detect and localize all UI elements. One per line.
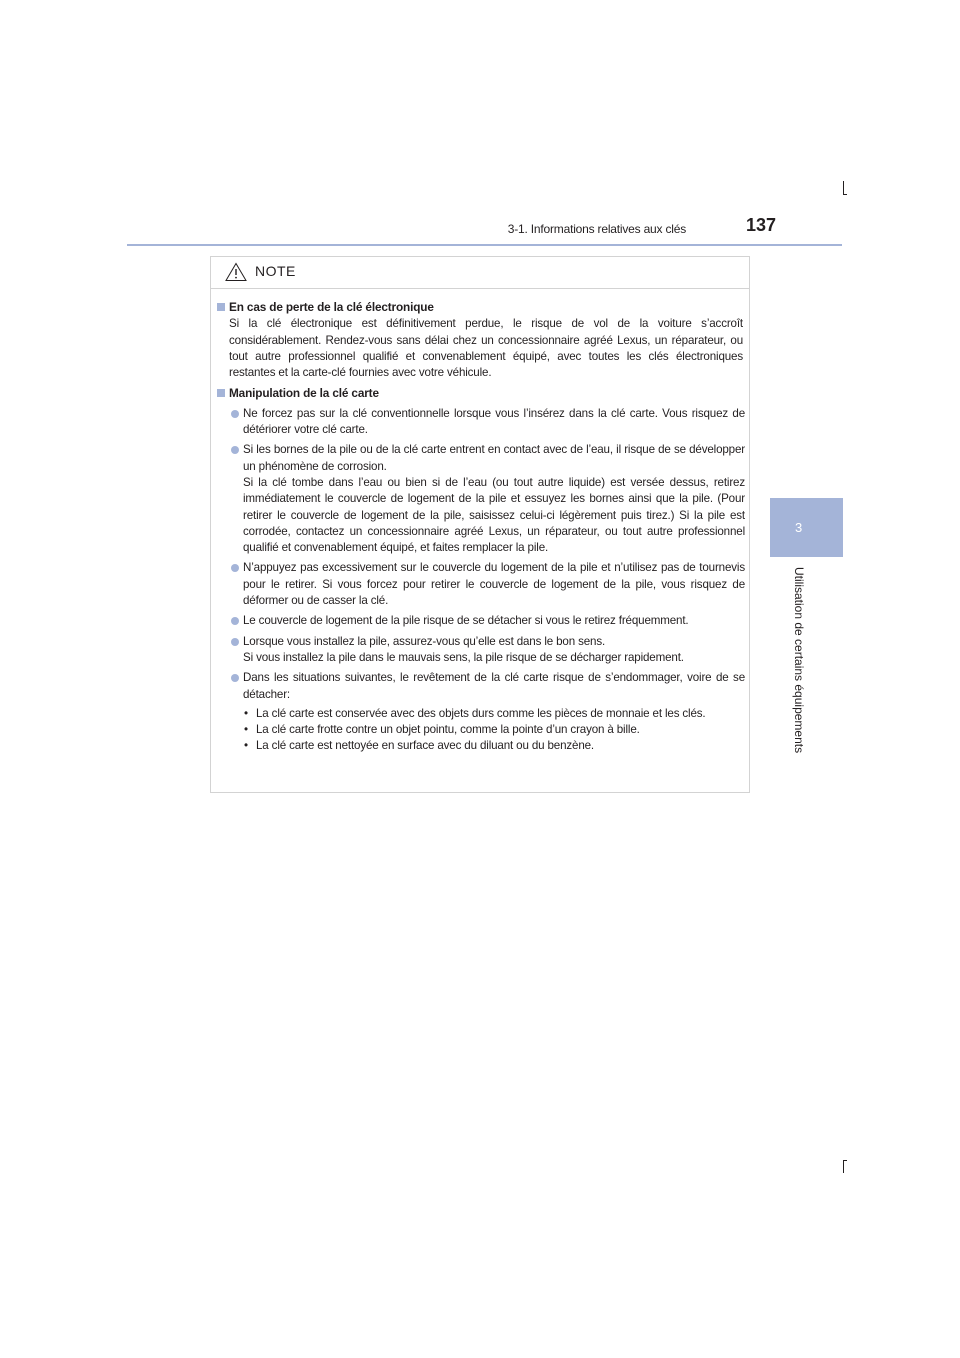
bullet-item (211, 560, 751, 609)
bullet-item (211, 406, 751, 439)
bullet-item (211, 442, 751, 556)
bullet-line: Le couvercle de logement de la pile risque de se détacher si vous le retirez fréquemment. (243, 614, 689, 628)
bullet-line: Si vous installez la pile dans le mauvais sens, la pile risque de se décharger rapidement. (243, 650, 684, 664)
section-title-text: Manipulation de la clé carte (229, 386, 379, 401)
sub-list-item (211, 738, 751, 754)
bullet-line: N’appuyez pas excessivement sur le couvercle du logement de la pile et n’utilisez pas de tournevis pour le retirer. Si vous forcez pour retirer le couvercle de logement de la pile, vous risquez de déformer ou de casser la clé. (243, 561, 745, 608)
crop-mark-bottom-tick (843, 1160, 847, 1162)
note-label: NOTE (255, 263, 296, 279)
note-body (211, 299, 751, 759)
section-title (211, 299, 751, 315)
header-rule (127, 244, 842, 246)
sub-list-item (211, 706, 751, 722)
note-section (211, 299, 751, 381)
bullet-item (211, 670, 751, 703)
page-number: 137 (745, 215, 776, 235)
note-section (211, 385, 751, 754)
circle-bullet-icon (231, 617, 239, 625)
bullet-line: Si les bornes de la pile ou de la clé carte entrent en contact avec de l’eau, il risque de se développer un phénomène de corrosion. (243, 443, 745, 473)
crop-mark-top (843, 181, 845, 195)
small-bullet-icon: • (244, 723, 248, 737)
bullet-line: Lorsque vous installez la pile, assurez-vous qu’elle est dans le bon sens. (243, 634, 606, 648)
circle-bullet-icon (231, 446, 239, 454)
sub-list (211, 706, 751, 755)
section-paragraph: Si la clé électronique est définitivement perdue, le risque de vol de la voiture s’accroît considérablement. Rendez-vous sans délai chez un concessionnaire agréé Lexus, un réparateur, ou tout autre professionnel qualifié et convenablement équipé, avec toutes les clés électroniques restantes et la carte-clé fournies avec votre véhicule. (229, 317, 743, 380)
sub-item-text: La clé carte est conservée avec des objets durs comme les pièces de monnaie et les clés. (256, 706, 706, 720)
bullet-line: Ne forcez pas sur la clé conventionnelle lorsque vous l’insérez dans la clé carte. Vous risquez de détériorer votre clé carte. (243, 406, 745, 437)
running-header-title: 3-1. Informations relatives aux clés (507, 222, 686, 236)
square-bullet-icon (217, 303, 225, 311)
bullet-item (211, 634, 751, 667)
small-bullet-icon: • (244, 739, 248, 753)
chapter-number: 3 (795, 520, 803, 535)
bullet-line: Si la clé tombe dans l’eau ou bien si de l’eau (ou tout autre liquide) est versée dessus, retirez immédiatement le couvercle de logement de la pile et essuyez les bornes ainsi que la pile. (Pour retirer le couvercle de logement de la pile, saisissez celui-ci légèrement puis tirez.) Si la pile est corrodée, contactez un concessionnaire agréé Lexus, un réparateur, ou tout autre professionnel qualifié et convenablement équipé, et faites remplacer la pile. (243, 475, 745, 555)
sub-item-text: La clé carte est nettoyée en surface avec du diluant ou du benzène. (256, 739, 595, 753)
section-title (211, 385, 751, 401)
crop-mark-top-tick (843, 194, 847, 196)
circle-bullet-icon (231, 564, 239, 572)
note-box (210, 256, 750, 793)
sub-list-item (211, 722, 751, 738)
circle-bullet-icon (231, 638, 239, 646)
circle-bullet-icon (231, 674, 239, 682)
bullet-line: Dans les situations suivantes, le revêtement de la clé carte risque de s’endommager, voire de se détacher: (243, 671, 745, 701)
chapter-tab (770, 498, 843, 557)
note-header (211, 257, 749, 289)
small-bullet-icon: • (244, 706, 248, 720)
circle-bullet-icon (231, 410, 239, 418)
chapter-title-vertical: Utilisation de certains équipements (792, 567, 806, 754)
warning-triangle-icon (225, 262, 247, 282)
square-bullet-icon (217, 389, 225, 397)
section-title-text: En cas de perte de la clé électronique (229, 300, 434, 314)
sub-item-text: La clé carte frotte contre un objet pointu, comme la pointe d’un crayon à bille. (256, 723, 640, 737)
bullet-item (211, 613, 751, 629)
